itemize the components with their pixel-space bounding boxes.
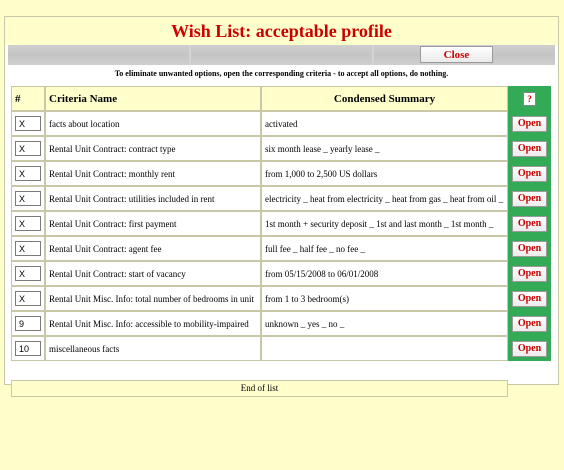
condensed-summary: electricity _ heat from electricity _ heat from gas _ heat from oil _ xyxy=(261,186,508,211)
condensed-summary xyxy=(261,336,508,361)
open-cell xyxy=(508,286,551,311)
open-cell xyxy=(508,261,551,286)
help-cell xyxy=(508,86,551,111)
criteria-value-input[interactable] xyxy=(15,341,41,356)
title-bar xyxy=(5,17,558,45)
table-header-row xyxy=(11,86,551,111)
condensed-summary: full fee _ half fee _ no fee _ xyxy=(261,236,508,261)
criteria-value-input[interactable] xyxy=(15,291,41,306)
value-cell xyxy=(11,261,45,286)
value-cell xyxy=(11,211,45,236)
condensed-summary: 1st month + security deposit _ 1st and last month _ 1st month _ xyxy=(261,211,508,236)
table-row xyxy=(11,211,551,236)
open-button[interactable]: Open xyxy=(512,116,547,132)
criteria-table-container xyxy=(11,86,551,361)
criteria-name: Rental Unit Contract: agent fee xyxy=(45,236,261,261)
table-row xyxy=(11,186,551,211)
toolbar-segment xyxy=(8,45,189,65)
open-button[interactable]: Open xyxy=(512,316,547,332)
open-cell xyxy=(508,311,551,336)
condensed-summary: activated xyxy=(261,111,508,136)
criteria-name: Rental Unit Contract: utilities included in rent xyxy=(45,186,261,211)
open-button[interactable]: Open xyxy=(512,166,547,182)
page-title: Wish List: acceptable profile xyxy=(171,21,392,41)
criteria-table xyxy=(11,86,551,361)
value-cell xyxy=(11,286,45,311)
condensed-summary: unknown _ yes _ no _ xyxy=(261,311,508,336)
value-cell xyxy=(11,236,45,261)
table-row xyxy=(11,136,551,161)
table-row xyxy=(11,336,551,361)
criteria-name: Rental Unit Contract: first payment xyxy=(45,211,261,236)
value-cell xyxy=(11,111,45,136)
table-row xyxy=(11,236,551,261)
open-cell xyxy=(508,161,551,186)
wish-list-panel xyxy=(4,16,559,393)
condensed-summary: from 1 to 3 bedroom(s) xyxy=(261,286,508,311)
criteria-value-input[interactable] xyxy=(15,166,41,181)
criteria-name: miscellaneous facts xyxy=(45,336,261,361)
open-cell xyxy=(508,136,551,161)
criteria-name: Rental Unit Misc. Info: accessible to mobility-impaired xyxy=(45,311,261,336)
table-row xyxy=(11,161,551,186)
open-cell xyxy=(508,186,551,211)
value-cell xyxy=(11,161,45,186)
criteria-value-input[interactable] xyxy=(15,141,41,156)
close-button[interactable]: Close xyxy=(420,46,493,63)
open-button[interactable]: Open xyxy=(512,341,547,357)
criteria-name: facts about location xyxy=(45,111,261,136)
open-cell xyxy=(508,236,551,261)
instructions-text: To eliminate unwanted options, open the corresponding criteria - to accept all options, do nothing. xyxy=(114,69,449,78)
value-cell xyxy=(11,311,45,336)
condensed-summary: six month lease _ yearly lease _ xyxy=(261,136,508,161)
condensed-summary: from 05/15/2008 to 06/01/2008 xyxy=(261,261,508,286)
value-cell xyxy=(11,336,45,361)
open-button[interactable]: Open xyxy=(512,291,547,307)
column-header-number: # xyxy=(11,86,45,111)
open-cell xyxy=(508,211,551,236)
criteria-name: Rental Unit Contract: monthly rent xyxy=(45,161,261,186)
value-cell xyxy=(11,186,45,211)
table-row xyxy=(11,261,551,286)
criteria-value-input[interactable] xyxy=(15,191,41,206)
column-header-condensed-summary: Condensed Summary xyxy=(261,86,508,111)
criteria-value-input[interactable] xyxy=(15,316,41,331)
table-row xyxy=(11,311,551,336)
help-button[interactable]: ? xyxy=(523,92,536,106)
criteria-value-input[interactable] xyxy=(15,216,41,231)
open-button[interactable]: Open xyxy=(512,216,547,232)
criteria-value-input[interactable] xyxy=(15,116,41,131)
column-header-criteria-name: Criteria Name xyxy=(45,86,261,111)
open-button[interactable]: Open xyxy=(512,191,547,207)
open-button[interactable]: Open xyxy=(512,141,547,157)
open-button[interactable]: Open xyxy=(512,241,547,257)
toolbar-segment xyxy=(191,45,372,65)
end-of-list: End of list xyxy=(11,380,508,397)
criteria-name: Rental Unit Misc. Info: total number of bedrooms in unit xyxy=(45,286,261,311)
open-button[interactable]: Open xyxy=(512,266,547,282)
open-cell xyxy=(508,336,551,361)
table-row xyxy=(11,111,551,136)
table-row xyxy=(11,286,551,311)
criteria-rows xyxy=(11,111,551,361)
condensed-summary: from 1,000 to 2,500 US dollars xyxy=(261,161,508,186)
criteria-value-input[interactable] xyxy=(15,266,41,281)
criteria-name: Rental Unit Contract: contract type xyxy=(45,136,261,161)
value-cell xyxy=(11,136,45,161)
criteria-value-input[interactable] xyxy=(15,241,41,256)
criteria-name: Rental Unit Contract: start of vacancy xyxy=(45,261,261,286)
open-cell xyxy=(508,111,551,136)
